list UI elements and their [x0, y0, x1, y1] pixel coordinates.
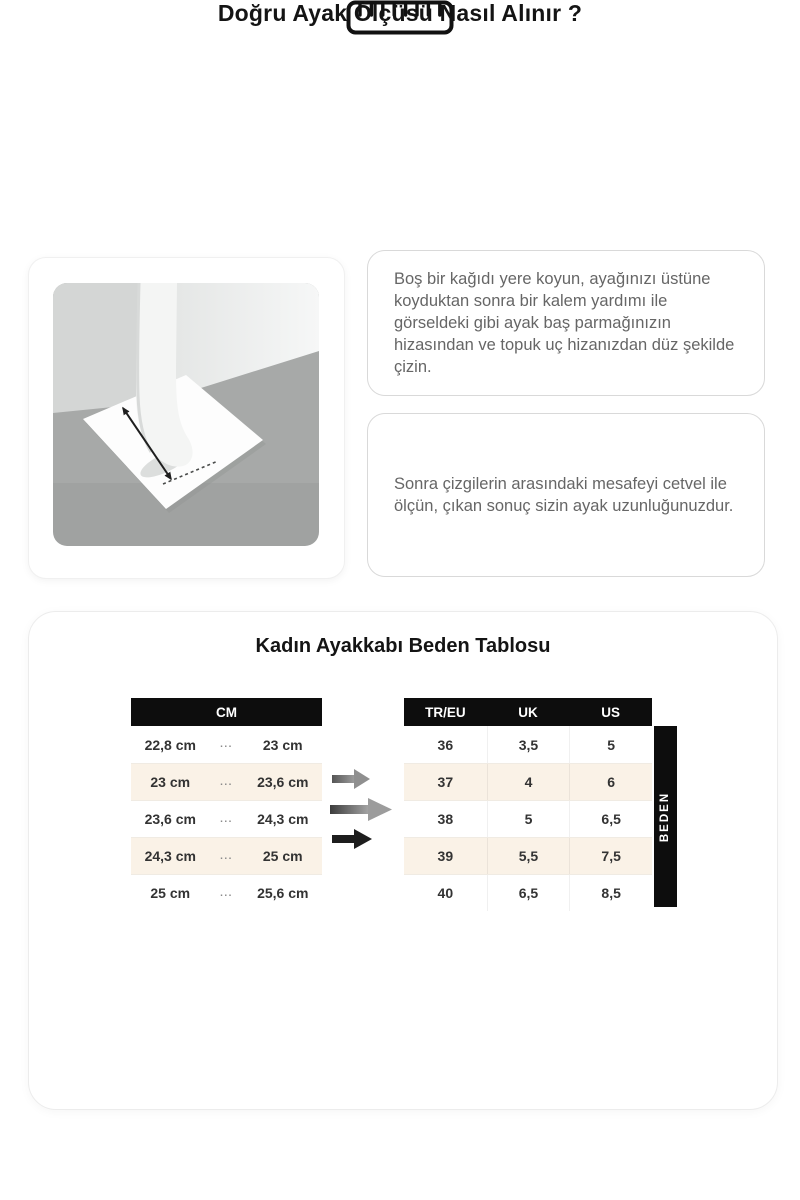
us-value: 6,5: [569, 801, 652, 837]
header-cell-us: US: [601, 704, 621, 720]
uk-value: 5,5: [487, 838, 570, 874]
tr-eu-value: 37: [437, 774, 454, 790]
cm-from: 23,6 cm: [144, 811, 196, 827]
header-cell-tr-eu: TR/EU: [425, 704, 466, 720]
cm-to: 23 cm: [262, 736, 303, 753]
foot-measurement-photo: [53, 283, 319, 546]
cm-table-header: CM: [131, 698, 322, 726]
beden-side-label-text: BEDEN: [659, 791, 672, 842]
range-dots: ...: [220, 887, 233, 899]
us-value: 5: [569, 726, 652, 763]
us-value: 8,5: [569, 875, 652, 911]
size-table-card: [28, 611, 778, 1110]
cm-table-row: [131, 763, 322, 800]
eu-table-row: [404, 800, 652, 837]
instruction-step-1-text: Boş bir kağıdı yere koyun, ayağınızı üstüne koyduktan sonra bir kalem yardımı ile görseldeki gibi ayak baş parmağınızın hizasından ve topuk uç hizanızdan düz şekilde çizin.: [394, 270, 735, 376]
range-dots: ...: [220, 850, 233, 862]
instruction-step-2-text: Sonra çizgilerin arasındaki mesafeyi cetvel ile ölçün, çıkan sonuç sizin ayak uzunluğunuzdur.: [394, 475, 734, 515]
uk-value: 4: [487, 764, 570, 800]
header-cell-uk: UK: [518, 704, 538, 720]
tr-eu-value: 38: [437, 811, 454, 827]
instruction-step-2: [367, 413, 765, 577]
eu-table-row: [404, 874, 652, 911]
cm-table-row: [131, 800, 322, 837]
foot-photo-card: [28, 257, 345, 579]
uk-value: 5: [487, 801, 570, 837]
tr-eu-value: 36: [437, 736, 454, 753]
tr-eu-value: 39: [437, 848, 454, 864]
range-dots: ...: [220, 813, 233, 825]
conversion-arrows-icon: [329, 764, 395, 854]
arrow-right-icon: [330, 798, 392, 821]
cm-from: 22,8 cm: [144, 736, 196, 753]
eu-table-row: [404, 837, 652, 874]
beden-side-label: [654, 726, 677, 907]
cm-from: 24,3 cm: [144, 848, 196, 864]
cm-table-row: [131, 874, 322, 911]
range-dots: ...: [220, 739, 233, 750]
cm-table-row: [131, 726, 322, 763]
eu-table-header: [404, 698, 652, 726]
us-value: 6: [569, 764, 652, 800]
cm-table-row: [131, 837, 322, 874]
tr-eu-value: 40: [437, 885, 454, 901]
page-title: Doğru Ayak Ölçüsü Nasıl Alınır ?: [217, 0, 583, 26]
arrow-right-icon: [332, 829, 372, 849]
eu-table-row: [404, 726, 652, 763]
cm-table: [131, 698, 322, 911]
arrow-right-icon: [332, 769, 370, 789]
cm-from: 23 cm: [150, 774, 191, 790]
uk-value: 6,5: [487, 875, 570, 911]
eu-size-table: [404, 698, 652, 911]
size-table-title: Kadın Ayakkabı Beden Tablosu: [255, 635, 551, 657]
cm-to: 25,6 cm: [257, 885, 309, 901]
uk-value: 3,5: [487, 726, 570, 763]
eu-table-row: [404, 763, 652, 800]
cm-to: 24,3 cm: [257, 811, 309, 827]
range-dots: ...: [220, 776, 233, 788]
cm-from: 25 cm: [150, 885, 191, 901]
instruction-step-1: [367, 250, 765, 396]
us-value: 7,5: [569, 838, 652, 874]
cm-to: 25 cm: [262, 848, 303, 864]
cm-to: 23,6 cm: [257, 774, 309, 790]
